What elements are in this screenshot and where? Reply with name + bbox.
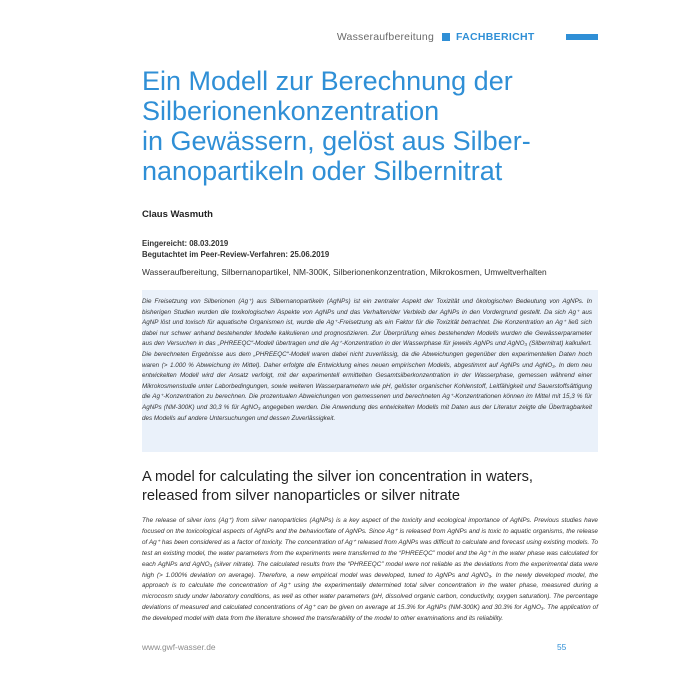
reviewed-date: Begutachtet im Peer-Review-Verfahren: 25.06.2019 bbox=[142, 250, 330, 259]
page-number: 55 bbox=[557, 642, 567, 652]
header-square-marker bbox=[442, 33, 450, 41]
header-accent-bar bbox=[566, 34, 598, 40]
english-title bbox=[142, 468, 602, 506]
abstract-english: The release of silver ions (Ag⁺) from silver nanoparticles (AgNPs) is a key aspect of the toxicity and ecological importance of AgNPs. Previous studies have focused on the toxicological aspects of AgNPs and the behavior/fate of AgNPs. Since Ag⁺ is released from AgNPs and is toxic to aquatic organisms, the release of Ag⁺ has been considered as a factor of toxicity. The concentration of Ag⁺ released from AgNPs was difficult to calculate and forecast using existing models. To test an existing model, the water parameters from the experiments were transferred to the “PHREEQC” model and the Ag⁺ in the water phase was calculated for each AgNPs and AgNO₃ (silver nitrate). The calculated results from the “PHREEQC” model were not reliable as the deviations from the experimental data were high (> 1.000% deviation on average). Therefore, a new empirical model was developed, tuned to AgNPs and AgNO₃. In the newly developed model, the approach is to calculate the concentration of Ag⁺ using the experimentally determined total silver concentration in the water phase, measured during a microcosm study under laboratory conditions, as well as other water parameters (pH, dissolved organic carbon, conductivity, oxygen saturation). The percentage deviations of measured and calculated concentrations of Ag⁺ can be given on average at 15.3% for AgNPs (NM-300K) and 30.3% for AgNO₃. The application of the developed model with data from the literature showed the transferability of the model to other examinations and its reliability. bbox=[142, 517, 598, 623]
submission-dates bbox=[142, 238, 329, 260]
title-line-2: Silberionenkonzentration bbox=[142, 96, 440, 126]
english-title-line-2: released from silver nanoparticles or silver nitrate bbox=[142, 488, 460, 504]
english-title-line-1: A model for calculating the silver ion concentration in waters, bbox=[142, 469, 533, 485]
article-title bbox=[142, 66, 602, 186]
header-category: FACHBERICHT bbox=[456, 31, 535, 43]
footer-website: www.gwf-wasser.de bbox=[142, 642, 216, 652]
author-name: Claus Wasmuth bbox=[142, 209, 213, 220]
title-line-1: Ein Modell zur Berechnung der bbox=[142, 66, 513, 96]
received-date: Eingereicht: 08.03.2019 bbox=[142, 239, 229, 248]
running-header bbox=[0, 31, 700, 45]
title-line-3: in Gewässern, gelöst aus Silber- bbox=[142, 126, 531, 156]
header-section: Wasseraufbereitung bbox=[336, 31, 434, 43]
title-line-4: nanopartikeln oder Silbernitrat bbox=[142, 156, 503, 186]
keywords: Wasseraufbereitung, Silbernanopartikel, NM-300K, Silberionenkonzentration, Mikrokosmen, Umweltverhalten bbox=[142, 267, 547, 277]
abstract-german: Die Freisetzung von Silberionen (Ag⁺) aus Silbernanopartikeln (AgNPs) ist ein zentraler Aspekt der Toxizität und ökologischen Bedeutung von AgNPs. In bisherigen Studien wurden die toxikologischen Aspekte von AgNPs und das Verhalten/der Verbleib der AgNPs in den Vordergrund gestellt. Da sich Ag⁺ aus AgNP löst und toxisch für aquatische Organismen ist, wurde die Ag⁺-Freisetzung als ein Faktor für die Toxizität betrachtet. Die Konzentration an Ag⁺ ließ sich dabei nur schwer anhand bestehender Modelle kalkulieren und prognostizieren. Zur Überprüfung eines bestehenden Modells wurden die Gewässerparameter aus den Versuchen in das „PHREEQC“-Modell übertragen und die Ag⁺-Konzentration in der Wasserphase für jeweils AgNPs und AgNO₃ (Silbernitrat) kalkuliert. Die berechneten Ergebnisse aus dem „PHREEQC“-Modell waren dabei nicht zuverlässig, da die Abweichungen gegenüber den experimentellen Daten hoch waren (> 1.000 % Abweichung im Mittel). Daher erfolgte die Entwicklung eines neuen empirischen Modells, abgestimmt auf AgNPs und AgNO₃. In dem neu entwickelten Modell wird der Ansatz verfolgt, mit der experimentell ermittelten Gesamtsilberkonzentration in der Wasserphase, gemessen während einer Mikrokosmenstudie unter Laborbedingungen, sowie weiteren Wasserparametern wie pH, gelöster organischer Kohlenstoff, Leitfähigkeit und Sauerstoffsättigung die Ag⁺-Konzentration zu berechnen. Die prozentualen Abweichungen von gemessenen und berechneten Ag⁺-Konzentrationen können im Mittel mit 15,3 % für AgNPs (NM-300K) und 30,3 % für AgNO₃ angegeben werden. Die Anwendung des entwickelten Modells mit Daten aus der Literatur zeigte die Übertragbarkeit des Modells auf andere Untersuchungen und dessen Zuverlässigkeit. bbox=[142, 298, 592, 422]
